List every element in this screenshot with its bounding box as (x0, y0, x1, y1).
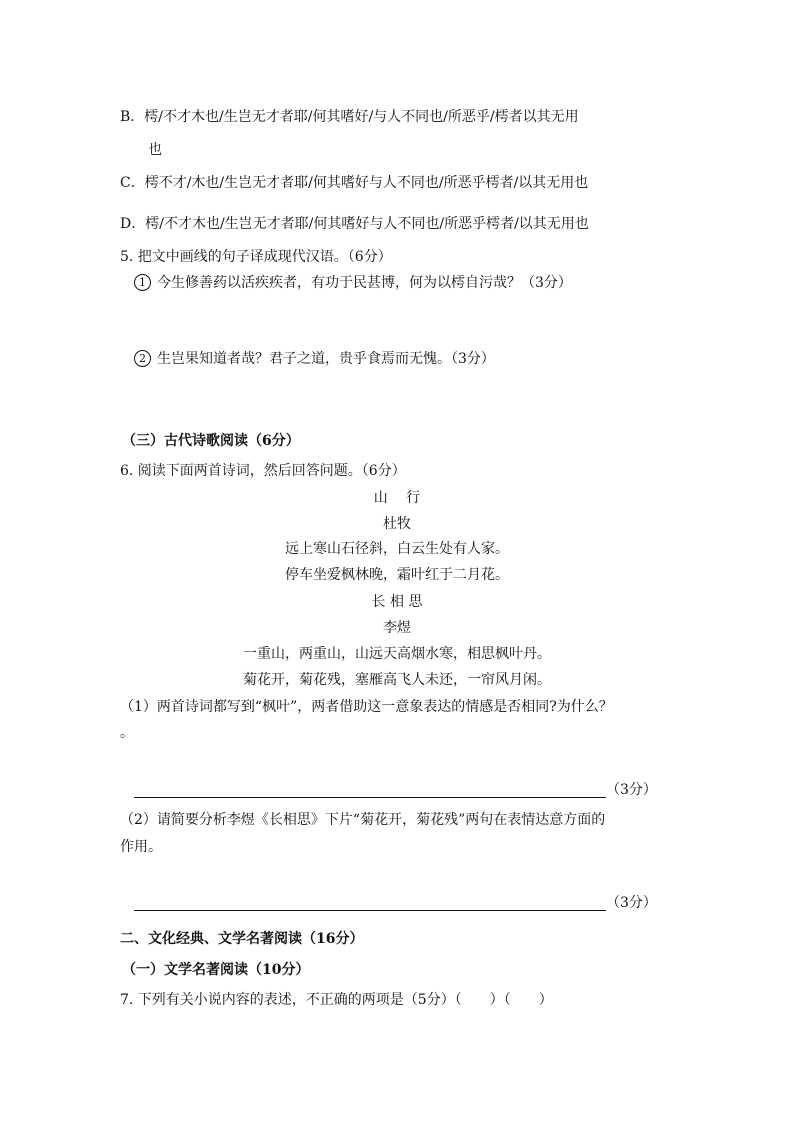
question-5-sentence-1 (134, 274, 572, 292)
question-5-sentence-2 (134, 350, 495, 368)
answer-line-2[interactable] (134, 910, 606, 911)
option-b-line1: B．樗/不才木也/生岂无才者耶/何其嗜好/与人不同也/所恶乎/樗者以其无用 (120, 109, 579, 125)
answer-2-points: （3分） (606, 895, 657, 911)
part-2-heading: 二、文化经典、文学名著阅读（16分） (120, 931, 364, 947)
question-6-stem: 6. 阅读下面两首诗词，然后回答问题。（6分） (120, 463, 406, 479)
section-1-heading: （一）文学名著阅读（10分） (122, 962, 310, 978)
option-d: D．樗/不才木也/生岂无才者耶/何其嗜好与人不同也/所恶乎樗者/以其无用也 (120, 216, 589, 232)
poem-1-line-2: 停车坐爱枫林晚，霜叶红于二月花。 (285, 567, 509, 583)
answer-line-1[interactable] (134, 797, 606, 798)
option-b-line2: 也 (148, 142, 162, 158)
question-6-sub-2-cont: 作用。 (120, 839, 162, 855)
question-6-sub-1: （1）两首诗词都写到“枫叶”，两者借助这一意象表达的情感是否相同?为什么？ (120, 699, 613, 715)
poem-2-author: 李煜 (383, 620, 411, 636)
question-7-stem: 7. 下列有关小说内容的表述，不正确的两项是（5分）（ ）（ ） (120, 992, 553, 1008)
question-6-sub-2: （2）请简要分析李煜《长相思》下片“菊花开，菊花残”两句在表情达意方面的 (120, 812, 606, 828)
sentence-2-text: 生岂果知道者哉？君子之道，贵乎食焉而无愧。（3分） (157, 351, 495, 367)
poem-2-title: 长 相 思 (371, 594, 423, 610)
question-6-sub-1-cont: 。 (120, 725, 134, 741)
answer-1-points: （3分） (606, 782, 657, 798)
poem-1-title: 山 行 (373, 490, 421, 506)
circled-number-1: 1 (134, 274, 151, 291)
question-5-stem: 5. 把文中画线的句子译成现代汉语。（6分） (120, 249, 392, 265)
poem-2-line-1: 一重山，两重山，山远天高烟水寒，相思枫叶丹。 (243, 646, 551, 662)
poem-1-line-1: 远上寒山石径斜，白云生处有人家。 (285, 541, 509, 557)
poem-1-author: 杜牧 (383, 516, 411, 532)
sentence-1-text: 今生修善药以活疾疾者，有功于民甚博，何为以樗自污哉？（3分） (157, 275, 572, 291)
circled-number-2: 2 (134, 350, 151, 367)
section-3-heading: （三）古代诗歌阅读（6分） (122, 433, 300, 449)
option-c: C．樗不才/木也/生岂无才者耶/何其嗜好与人不同也/所恶乎樗者/以其无用也 (120, 175, 589, 191)
poem-2-line-2: 菊花开，菊花残，塞雁高飞人未还，一帘风月闲。 (243, 672, 551, 688)
